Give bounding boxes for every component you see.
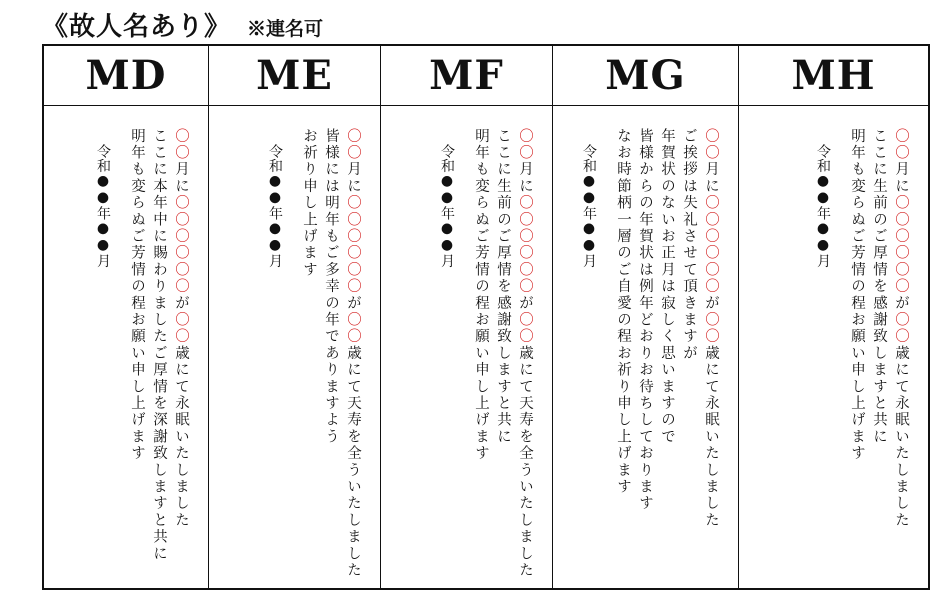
- template-column-md[interactable]: [44, 46, 209, 588]
- message-text: なお時節柄一層のご自愛の程お祈り申し上げます: [615, 128, 631, 496]
- placeholder-mark: 〇: [703, 144, 719, 162]
- message-text: ここに生前のご厚情を感謝致しますと共に: [871, 128, 887, 446]
- template-code: MD: [85, 52, 167, 99]
- template-column-me[interactable]: [209, 46, 381, 588]
- message-line: [894, 128, 909, 529]
- template-code: ME: [256, 52, 333, 99]
- message-line: [518, 128, 533, 579]
- message-text: が: [703, 295, 719, 312]
- placeholder-mark: 〇: [345, 128, 361, 145]
- column-header: [739, 46, 928, 106]
- message-line: [682, 128, 697, 362]
- placeholder-mark: 〇: [893, 144, 909, 162]
- joint-name-note: ※連名可: [247, 18, 324, 40]
- placeholder-mark: 〇〇: [893, 194, 909, 229]
- message-text: 年賀状のないお正月は寂しく思いますので: [659, 128, 675, 446]
- message-text: 歳にて永眠いたしました: [703, 345, 719, 529]
- page-title: [42, 6, 323, 42]
- message-line: [474, 128, 489, 462]
- date-line: 令和●●年●●月: [581, 144, 597, 268]
- column-body: [381, 116, 552, 578]
- column-body: [739, 116, 928, 578]
- message-line: [130, 128, 145, 462]
- column-body: [553, 116, 738, 578]
- placeholder-mark: 〇〇: [173, 311, 189, 346]
- message-text: が: [893, 295, 909, 312]
- message-text: 月に: [893, 161, 909, 195]
- message-line: [174, 128, 189, 529]
- message-line: [660, 128, 675, 445]
- template-column-mh[interactable]: [739, 46, 928, 588]
- placeholder-mark: 〇〇〇〇: [893, 228, 909, 296]
- placeholder-mark: 〇: [173, 144, 189, 162]
- message-text: ご挨拶は失礼させて頂きますが: [681, 128, 697, 362]
- message-line: [324, 128, 339, 445]
- message-line: [850, 128, 865, 462]
- message-text: 皆様からの年賀状は例年どおりお待ちしております: [637, 128, 653, 513]
- placeholder-mark: 〇: [345, 144, 361, 162]
- placeholder-mark: 〇〇: [703, 194, 719, 229]
- message-line: [704, 128, 719, 529]
- placeholder-mark: 〇〇: [345, 311, 361, 346]
- column-header: [553, 46, 738, 106]
- message-line: [496, 128, 511, 445]
- placeholder-mark: 〇: [517, 144, 533, 162]
- message-line: [616, 128, 631, 495]
- message-text: 月に: [703, 161, 719, 195]
- message-text: 明年も変らぬご芳情の程お願い申し上げます: [473, 128, 489, 462]
- message-line: [152, 128, 167, 562]
- placeholder-mark: 〇: [703, 128, 719, 145]
- message-text: ここに生前のご厚情を感謝致しますと共に: [495, 128, 511, 446]
- date-line: 令和●●年●●月: [95, 144, 111, 268]
- message-line: [872, 128, 887, 445]
- template-code: MF: [429, 52, 504, 99]
- placeholder-mark: 〇: [517, 128, 533, 145]
- message-text: 明年も変らぬご芳情の程お願い申し上げます: [129, 128, 145, 462]
- message-text: 月に: [173, 161, 189, 195]
- message-text: 歳にて天寿を全ういたしました: [517, 345, 533, 579]
- message-text: 月に: [517, 161, 533, 195]
- placeholder-mark: 〇〇: [517, 311, 533, 346]
- message-line: [346, 128, 361, 579]
- message-text: お祈り申し上げます: [301, 128, 317, 279]
- message-text: 明年も変らぬご芳情の程お願い申し上げます: [849, 128, 865, 462]
- date-line: 令和●●年●●月: [439, 144, 455, 268]
- date-line: 令和●●年●●月: [815, 144, 831, 268]
- template-column-mf[interactable]: [381, 46, 553, 588]
- template-code: MH: [791, 52, 876, 99]
- message-line: [302, 128, 317, 278]
- message-text: が: [173, 295, 189, 312]
- message-text: 歳にて天寿を全ういたしました: [345, 345, 361, 579]
- placeholder-mark: 〇〇〇〇: [345, 228, 361, 296]
- template-code: MG: [605, 52, 686, 99]
- placeholder-mark: 〇〇〇〇: [517, 228, 533, 296]
- message-text: 皆様には明年もご多幸の年でありますよう: [323, 128, 339, 446]
- message-text: 月に: [345, 161, 361, 195]
- template-column-mg[interactable]: [553, 46, 739, 588]
- placeholder-mark: 〇〇: [517, 194, 533, 229]
- placeholder-mark: 〇: [893, 128, 909, 145]
- date-line: 令和●●年●●月: [267, 144, 283, 268]
- message-text: 歳にて永眠いたしました: [173, 345, 189, 529]
- message-text: が: [345, 295, 361, 312]
- placeholder-mark: 〇〇〇〇: [703, 228, 719, 296]
- template-table: [42, 44, 930, 590]
- message-text: が: [517, 295, 533, 312]
- title-text: 《故人名あり》: [42, 12, 232, 42]
- message-text: 歳にて永眠いたしました: [893, 345, 909, 529]
- column-header: [381, 46, 552, 106]
- column-body: [209, 116, 380, 578]
- placeholder-mark: 〇〇: [703, 311, 719, 346]
- message-line: [638, 128, 653, 512]
- placeholder-mark: 〇: [173, 128, 189, 145]
- placeholder-mark: 〇〇〇〇: [173, 228, 189, 296]
- placeholder-mark: 〇〇: [893, 311, 909, 346]
- placeholder-mark: 〇〇: [345, 194, 361, 229]
- message-text: ここに本年中に賜わりましたご厚情を深謝致しますと共に: [151, 128, 167, 563]
- column-body: [44, 116, 208, 578]
- placeholder-mark: 〇〇: [173, 194, 189, 229]
- column-header: [209, 46, 380, 106]
- column-header: [44, 46, 208, 106]
